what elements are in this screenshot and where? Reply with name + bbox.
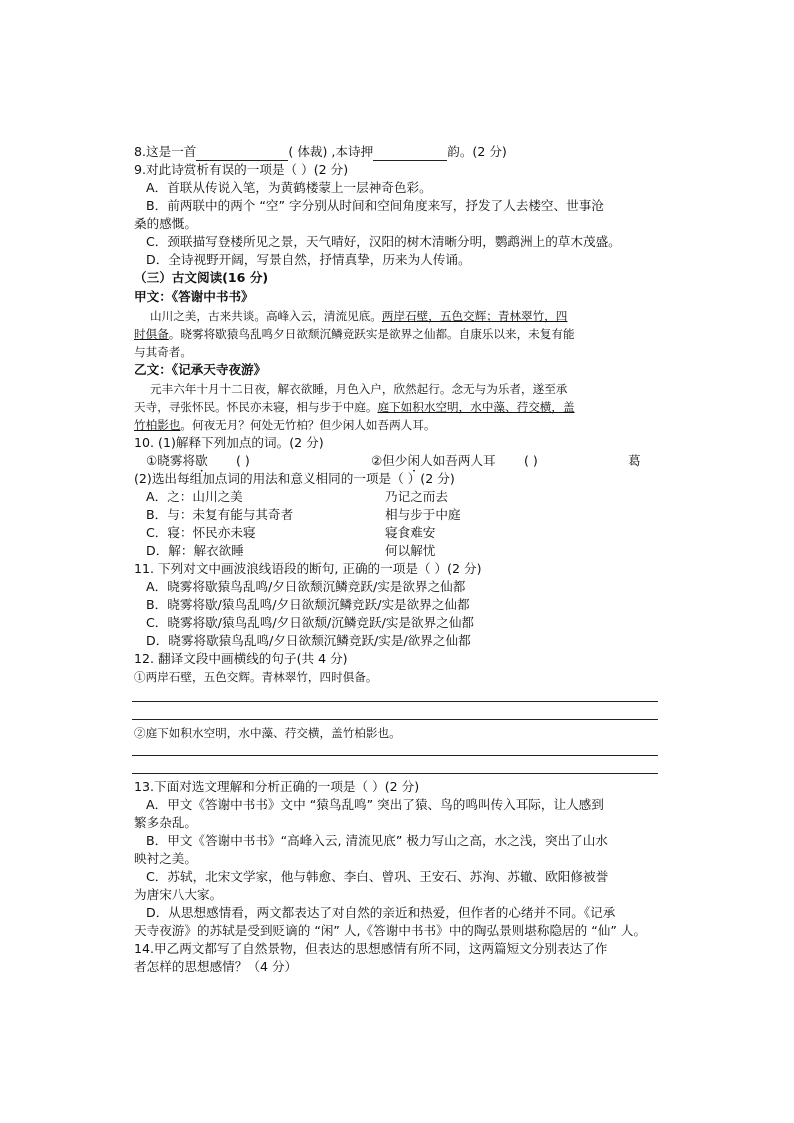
answer-line[interactable] bbox=[132, 701, 658, 702]
q12-sentence-2: ②庭下如积水空明，水中藻、荇交横，盖竹柏影也。 bbox=[134, 726, 401, 740]
q10-sub-2-stem: (2)选出每组加点词的用法和意义相同的一项是（ ）(2 分) bbox=[134, 471, 455, 486]
q14-stem-line-2: 者怎样的思想感情？（4 分） bbox=[134, 959, 298, 974]
answer-line[interactable] bbox=[132, 719, 658, 720]
q10-item-2-answer[interactable]: ( ) bbox=[524, 453, 538, 468]
q12-stem: 12. 翻译文段中画横线的句子(共 4 分) bbox=[134, 651, 348, 666]
q9-option-c: C．颈联描写登楼所见之景，天气晴好，汉阳的树木清晰分明，鹦鹉洲上的草木茂盛。 bbox=[146, 234, 621, 249]
yi-text: 天寺，寻张怀民。怀民亦未寝，相与步于中庭。 bbox=[134, 400, 378, 414]
q10-option-b-left: B．与：未复有能与其奇者 bbox=[146, 507, 294, 522]
q13-option-a-cont: 繁多杂乱。 bbox=[134, 815, 197, 830]
q11-stem: 11. 下列对文中画波浪线语段的断句, 正确的一项是（ ）(2 分) bbox=[134, 561, 482, 576]
yi-text: 。何夜无月？何处无竹柏？但少闲人如吾两人耳。 bbox=[180, 418, 436, 432]
q10-item-1-answer[interactable]: ( ) bbox=[236, 453, 250, 468]
q9-option-b-cont: 桑的感慨。 bbox=[134, 216, 197, 231]
q11-option-a: A．晓雾将歇猿鸟乱鸣/夕日欲颓沉鳞竞跃/实是欲界之仙都 bbox=[146, 579, 466, 594]
q10-option-a-right: 乃记之而去 bbox=[385, 489, 448, 504]
q10-option-b bbox=[146, 506, 461, 524]
q13-option-d: D．从思想感情看，两文都表达了对自然的亲近和热爱，但作者的心绪并不同。《记承 bbox=[146, 905, 616, 920]
yi-underlined-sentence: 庭下如积水空明，水中藻、荇交横，盖 bbox=[377, 400, 575, 414]
jia-text: 。晓雾将歇猿鸟乱鸣夕日欲颓沉鳞竞跃实是欲界之仙都。自康乐以来，未复有能 bbox=[168, 327, 575, 341]
q8-suffix: 韵。(2 分) bbox=[447, 144, 507, 159]
q8-blank-rhyme[interactable] bbox=[373, 146, 447, 161]
q9-option-d: D．全诗视野开阔，写景自然，抒情真挚，历来为人传诵。 bbox=[146, 252, 471, 267]
yi-para-line-1: 元丰六年十月十二日夜，解衣欲睡，月色入户，欣然起行。念无与为乐者，遂至承 bbox=[150, 382, 568, 396]
jia-title: 甲文：《答谢中书书》 bbox=[134, 289, 254, 304]
q10-stem: 10. (1)解释下列加点的词。(2 分) bbox=[134, 435, 324, 450]
q10-item-2-text-tail: 人如吾两人耳 bbox=[420, 453, 496, 468]
yi-title: 乙文：《记承天寺夜游》 bbox=[134, 362, 267, 377]
q12-sentence-1: ①两岸石壁，五色交辉。青林翠竹，四时俱备。 bbox=[134, 670, 378, 684]
q10-option-c-right: 寝食难安 bbox=[385, 525, 436, 540]
q13-option-d-cont: 天寺夜游》的苏轼是受到贬谪的 “闲” 人,《答谢中书书》中的陶弘景则堪称隐居的 “仙” 人。 bbox=[134, 923, 647, 938]
q13-option-c-cont: 为唐宋八大家。 bbox=[134, 887, 223, 902]
q10-option-b-right: 相与步于中庭 bbox=[385, 507, 461, 522]
yi-para-line-3 bbox=[134, 416, 435, 434]
q10-item-2-text: ②但少 bbox=[371, 453, 408, 468]
q10-option-c-left: C．寝：怀民亦未寝 bbox=[146, 525, 256, 540]
jia-text: 山川之美，古来共谈。高峰入云，清流见底。 bbox=[150, 309, 382, 323]
q11-option-b: B．晓雾将歇/猿鸟乱鸣/夕日欲颓沉鳞竞跃/实是欲界之仙都 bbox=[146, 597, 470, 612]
q10-item-1-text: ①晓雾将 bbox=[146, 453, 196, 468]
jia-para-line-2 bbox=[134, 325, 575, 343]
q14-stem-line-1: 14.甲乙两文都写了自然景物，但表达的思想感情有所不同，这两篇短文分别表达了作 bbox=[134, 941, 608, 956]
q11-option-c: C．晓雾将歇/猿鸟乱鸣/夕日欲颓/沉鳞竞跃/实是欲界之仙都 bbox=[146, 615, 475, 630]
answer-line[interactable] bbox=[132, 755, 658, 756]
q9-option-b: B．前两联中的两个 “空” 字分别从时间和空间角度来写，抒发了人去楼空、世事沧 bbox=[146, 198, 604, 213]
q10-option-a-left: A．之：山川之美 bbox=[146, 489, 243, 504]
q9-option-a: A．首联从传说入笔，为黄鹤楼蒙上一层神奇色彩。 bbox=[146, 180, 432, 195]
jia-para-line-3: 与其奇者。 bbox=[134, 345, 192, 359]
q10-option-d bbox=[146, 542, 436, 560]
q13-option-c: C．苏轼，北宋文学家，他与韩愈、李白、曾巩、王安石、苏洵、苏辙、欧阳修被誉 bbox=[146, 869, 609, 884]
q13-option-a: A．甲文《答谢中书书》文中 “猿鸟乱鸣” 突出了猿、鸟的鸣叫传入耳际，让人感到 bbox=[146, 797, 604, 812]
section-3-heading: （三）古文阅读(16 分) bbox=[134, 270, 269, 285]
q10-item-2-dotted-word: 闲 bbox=[407, 453, 421, 468]
jia-underlined-sentence: 两岸石壁，五色交辉；青林翠竹，四 bbox=[381, 309, 568, 323]
yi-underlined-sentence-end: 竹柏影也 bbox=[134, 418, 181, 432]
q8-prefix: 8.这是一首 bbox=[134, 144, 197, 159]
q10-option-d-right: 何以解忧 bbox=[385, 543, 436, 558]
q10-stray-char: 葛 bbox=[628, 453, 641, 468]
q10-option-c bbox=[146, 524, 436, 542]
q8-line bbox=[134, 143, 507, 161]
answer-line[interactable] bbox=[132, 773, 658, 774]
q8-blank-genre[interactable] bbox=[196, 146, 288, 161]
q8-mid: ( 体裁) ,本诗押 bbox=[288, 144, 374, 159]
q13-stem: 13.下面对选文理解和分析正确的一项是（ ）(2 分) bbox=[134, 779, 420, 794]
q13-option-b-cont: 映衬之美。 bbox=[134, 851, 197, 866]
yi-para-line-2 bbox=[134, 398, 575, 416]
jia-para-line-1 bbox=[150, 307, 567, 325]
q10-option-d-left: D．解：解衣欲睡 bbox=[146, 543, 244, 558]
q9-stem: 9.对此诗赏析有误的一项是（ ）(2 分) bbox=[134, 162, 349, 177]
q10-option-a bbox=[146, 488, 448, 506]
q13-option-b: B．甲文《答谢中书书》“高峰入云, 清流见底” 极力写山之高，水之浅，突出了山水 bbox=[146, 833, 608, 848]
q11-option-d: D．晓雾将歇猿鸟乱鸣/夕日欲颓沉鳞竞跃/实是/欲界之仙都 bbox=[146, 633, 471, 648]
jia-underlined-sentence-end: 时俱备 bbox=[134, 327, 169, 341]
q10-item-1-dotted-word: 歇 bbox=[195, 453, 208, 468]
